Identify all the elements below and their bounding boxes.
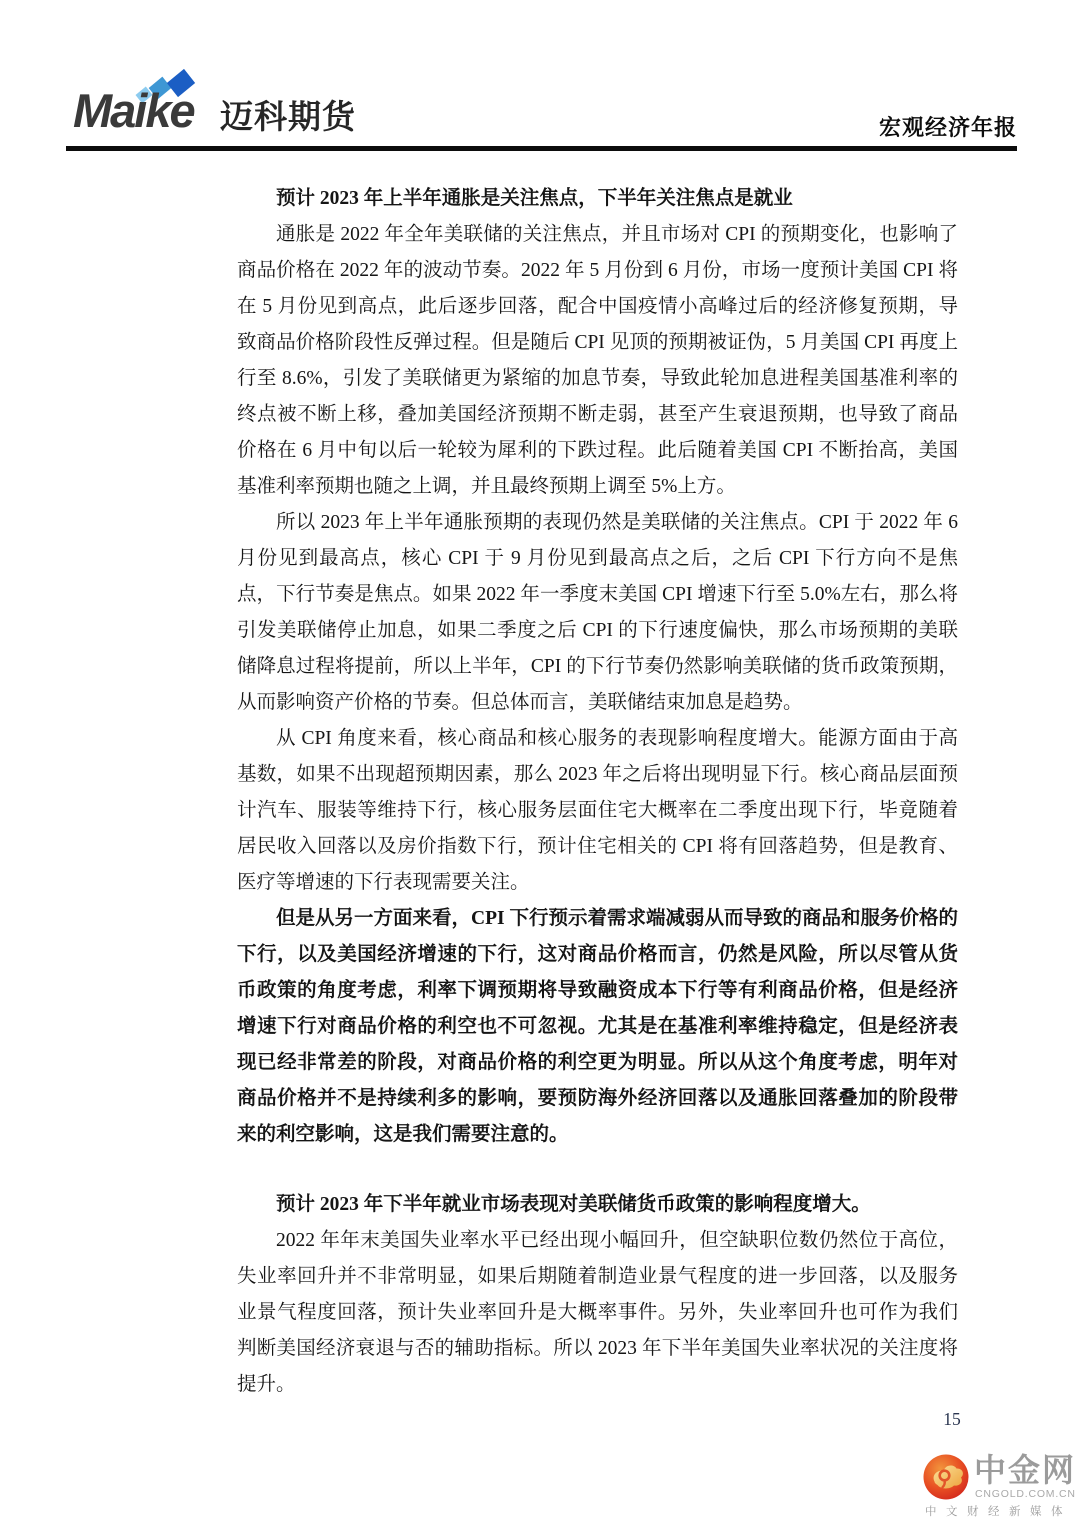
cngold-logo-icon [923,1454,969,1500]
brand-logo-latin: Maike [73,84,194,137]
paragraph-inflation-2022: 通胀是 2022 年全年美联储的关注焦点，并且市场对 CPI 的预期变化，也影响了商品价格在 2022 年的波动节奏。2022 年 5 月份到 6 月份，市场一度预计美国 CPI 将在 5 月份见到高点，此后逐步回落，配合中国疫情小高峰过后的经济修复预期，导致商品价格阶段性反弹过程。但是随后 CPI 见顶的预期被证伪，5 月美国 CPI 再度上行至 8.6%，引发了美联储更为紧缩的加息节奏，导致此轮加息进程美国基准利率的终点被不断上移，叠加美国经济预期不断走弱，甚至产生衰退预期，也导致了商品价格在 6 月中旬以后一轮较为犀利的下跌过程。此后随着美国 CPI 不断抬高，美国基准利率预期也随之上调，并且最终预期上调至 5%上方。 [237,224,958,497]
body-text [237,181,958,1403]
brand-logo-chinese: 迈科期货 [220,98,356,135]
page-number: 15 [943,1409,961,1429]
paragraph-2023-h1-cpi: 所以 2023 年上半年通胀预期的表现仍然是美联储的关注焦点。CPI 于 2022 年 6 月份见到最高点，核心 CPI 于 9 月份见到最高点之后，之后 CPI 下行方向不是焦点，下行节奏是焦点。如果 2022 年一季度末美国 CPI 增速下行至 5.0%左右，那么将引发美联储停止加息，如果二季度之后 CPI 的下行速度偏快，那么市场预期的美联储降息过程将提前，所以上半年，CPI 的下行节奏仍然影响美联储的货币政策预期，从而影响资产价格的节奏。但总体而言，美联储结束加息是趋势。 [237,512,958,713]
paragraph-unemployment: 2022 年年末美国失业率水平已经出现小幅回升，但空缺职位数仍然位于高位，失业率回升并不非常明显，如果后期随着制造业景气程度的进一步回落，以及服务业景气程度回落，预计失业率回升是大概率事件。另外，失业率回升也可作为我们判断美国经济衰退与否的辅助指标。所以 2023 年下半年美国失业率状况的关注度将提升。 [237,1230,958,1395]
cngold-domain: CNGOLD.COM.CN [975,1488,1076,1500]
cngold-tagline: 中文财经新媒体 [925,1506,1072,1518]
paragraph-risk-bold: 但是从另一方面来看，CPI 下行预示着需求端减弱从而导致的商品和服务价格的下行，以及美国经济增速的下行，这对商品价格而言，仍然是风险，所以尽管从货币政策的角度考虑，利率下调预期将导致融资成本下行等有利商品价格，但是经济增速下行对商品价格的利空也不可忽视。尤其是在基准利率维持稳定，但是经济表现已经非常差的阶段，对商品价格的利空更为明显。所以从这个角度考虑，明年对商品价格并不是持续利多的影响，要预防海外经济回落以及通胀回落叠加的阶段带来的利空影响，这是我们需要注意的。 [237,908,958,1145]
cngold-watermark [921,1451,1077,1519]
header-divider [66,146,1017,151]
cngold-name: 中金网 [974,1452,1077,1488]
section-heading-inflation: 预计 2023 年上半年通胀是关注焦点，下半年关注焦点是就业 [276,188,793,209]
section-heading-employment: 预计 2023 年下半年就业市场表现对美联储货币政策的影响程度增大。 [276,1194,871,1215]
document-title: 宏观经济年报 [878,115,1017,140]
paragraph-cpi-components: 从 CPI 角度来看，核心商品和核心服务的表现影响程度增大。能源方面由于高基数，如果不出现超预期因素，那么 2023 年之后将出现明显下行。核心商品层面预计汽车、服装等维持下行，核心服务层面住宅大概率在二季度出现下行，毕竟随着居民收入回落以及房价指数下行，预计住宅相关的 CPI 将有回落趋势，但是教育、医疗等增速的下行表现需要关注。 [237,728,958,893]
